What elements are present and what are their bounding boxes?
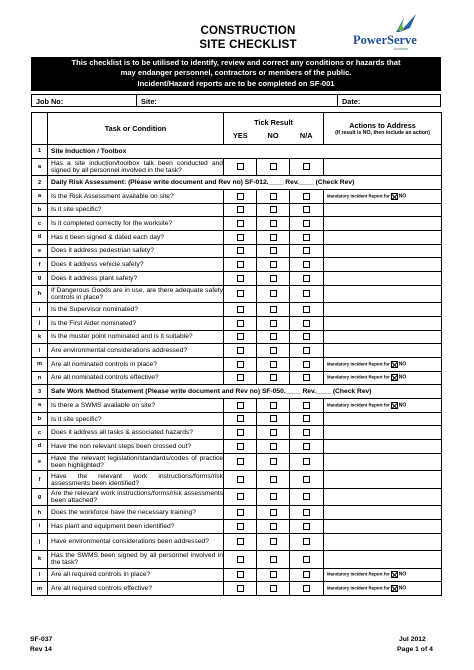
mandatory-report-label: Mandatory Incident Report for	[327, 402, 390, 408]
action-cell[interactable]	[324, 453, 442, 471]
yes-checkbox[interactable]	[237, 163, 244, 170]
checklist-row	[32, 217, 442, 231]
row-code: g	[32, 272, 48, 286]
task-text: Is it site specific?	[48, 412, 224, 426]
task-text: Has it been signed & dated each day?	[48, 230, 224, 244]
checklist-row	[32, 158, 442, 176]
na-checkbox[interactable]	[303, 361, 310, 368]
row-code: d	[32, 230, 48, 244]
action-cell[interactable]	[324, 244, 442, 258]
no-checkbox[interactable]	[270, 458, 277, 465]
yes-checkbox[interactable]	[237, 476, 244, 483]
task-text: Does it address vehicle safety?	[48, 258, 224, 272]
na-checkbox[interactable]	[303, 374, 310, 381]
yes-checkbox[interactable]	[237, 333, 244, 340]
row-code: d	[32, 440, 48, 454]
task-text: Does it address pedestrian safety?	[48, 244, 224, 258]
action-cell[interactable]	[324, 158, 442, 176]
row-code: l	[32, 344, 48, 358]
checklist-row	[32, 582, 442, 596]
row-code: j	[32, 316, 48, 330]
checklist-row	[32, 488, 442, 506]
no-checkbox[interactable]	[270, 306, 277, 313]
yes-checkbox[interactable]	[237, 206, 244, 213]
na-column-header: N/A	[299, 130, 313, 140]
na-checkbox[interactable]	[303, 556, 310, 563]
na-checkbox[interactable]	[303, 206, 310, 213]
action-cell[interactable]	[324, 303, 442, 317]
row-code: f	[32, 471, 48, 489]
row-code: a	[32, 399, 48, 413]
yes-checkbox[interactable]	[237, 320, 244, 327]
yes-checkbox[interactable]	[237, 571, 244, 578]
na-checkbox[interactable]	[303, 538, 310, 545]
na-checkbox[interactable]	[303, 247, 310, 254]
checklist-row	[32, 412, 442, 426]
task-text: Is the Supervisor nominated?	[48, 303, 224, 317]
yes-checkbox[interactable]	[237, 374, 244, 381]
na-checkbox[interactable]	[303, 571, 310, 578]
row-code: f	[32, 258, 48, 272]
logo-subtext: Australia	[394, 47, 408, 51]
site-label: Site:	[141, 97, 157, 106]
task-text: Has a site induction/toolbox talk been conducted and signed by all personnel involved in the task?	[48, 158, 224, 176]
checklist-row	[32, 330, 442, 344]
task-text: Is the First Aider nominated?	[48, 316, 224, 330]
section-title: Site Induction / Toolbox	[48, 145, 442, 159]
checklist-row	[32, 203, 442, 217]
yes-checkbox[interactable]	[237, 523, 244, 530]
checklist-row	[32, 189, 442, 203]
checked-box-icon	[391, 585, 398, 592]
na-checkbox[interactable]	[303, 261, 310, 268]
row-code: l	[32, 568, 48, 582]
checklist-row	[32, 258, 442, 272]
na-checkbox[interactable]	[303, 220, 310, 227]
task-text: If Dangerous Goods are in use, are there adequate safety controls in place?	[48, 285, 224, 303]
no-checkbox[interactable]	[270, 509, 277, 516]
task-text: Have the relevant legislation/standards/codes of practice been highlighted?	[48, 453, 224, 471]
action-cell[interactable]	[324, 189, 442, 203]
instruction-banner	[31, 57, 441, 91]
row-code: e	[32, 453, 48, 471]
action-cell[interactable]	[324, 440, 442, 454]
yes-checkbox[interactable]	[237, 458, 244, 465]
na-checkbox[interactable]	[303, 429, 310, 436]
row-code: i	[32, 303, 48, 317]
row-code: c	[32, 426, 48, 440]
checklist-row	[32, 453, 442, 471]
na-checkbox[interactable]	[303, 585, 310, 592]
actions-column-subheader: (If result is NO, then include an action)	[335, 130, 430, 136]
no-checkbox[interactable]	[270, 361, 277, 368]
checklist-row	[32, 440, 442, 454]
task-text: Have the relevant work instructions/forms/risk assessments been identified?	[48, 471, 224, 489]
row-code: n	[32, 371, 48, 385]
no-checkbox[interactable]	[270, 347, 277, 354]
task-text: Are all nominated controls effective?	[48, 371, 224, 385]
task-text: Are all nominated controls in place?	[48, 357, 224, 371]
row-code: a	[32, 189, 48, 203]
checklist-row	[32, 533, 442, 551]
mandatory-report-label: Mandatory Incident Report for	[327, 193, 390, 199]
action-cell[interactable]	[324, 506, 442, 520]
yes-checkbox[interactable]	[237, 509, 244, 516]
banner-line: This checklist is to be utilised to identify, review and correct any conditions or hazards that	[71, 58, 401, 67]
action-cell[interactable]	[324, 217, 442, 231]
task-text: Has the SWMS been signed by all personnel involved in the task?	[48, 551, 224, 569]
no-checkbox[interactable]	[270, 320, 277, 327]
action-cell[interactable]	[324, 533, 442, 551]
footer-page-number: Page 1 of 4	[397, 646, 433, 653]
na-checkbox[interactable]	[303, 320, 310, 327]
checklist-row	[32, 506, 442, 520]
section-row	[32, 176, 442, 190]
mandatory-no-label: NO	[398, 572, 407, 579]
row-code: b	[32, 412, 48, 426]
yes-checkbox[interactable]	[237, 493, 244, 500]
task-text: Does it address plant safety?	[48, 272, 224, 286]
task-text: Is the Risk Assessment available on site?	[48, 189, 224, 203]
checklist-table	[31, 112, 442, 596]
na-checkbox[interactable]	[303, 476, 310, 483]
action-cell[interactable]	[324, 488, 442, 506]
no-checkbox[interactable]	[270, 523, 277, 530]
mandatory-no-label: NO	[398, 375, 407, 382]
no-checkbox[interactable]	[270, 538, 277, 545]
no-column-header: NO	[267, 130, 279, 140]
date-label: Date:	[342, 97, 361, 106]
row-code: a	[32, 158, 48, 176]
action-cell[interactable]	[324, 285, 442, 303]
yes-checkbox[interactable]	[237, 538, 244, 545]
checklist-row	[32, 344, 442, 358]
action-cell[interactable]	[324, 316, 442, 330]
no-checkbox[interactable]	[270, 193, 277, 200]
footer-form-number: SF-037	[30, 636, 53, 643]
yes-checkbox[interactable]	[237, 275, 244, 282]
footer-revision: Rev 14	[30, 646, 52, 653]
action-cell[interactable]	[324, 426, 442, 440]
na-checkbox[interactable]	[303, 275, 310, 282]
na-checkbox[interactable]	[303, 415, 310, 422]
mandatory-no-label: NO	[398, 585, 407, 592]
row-code: j	[32, 533, 48, 551]
action-cell[interactable]	[324, 203, 442, 217]
mandatory-report-label: Mandatory Incident Report for	[327, 585, 390, 591]
task-text: Does the workforce have the necessary training?	[48, 506, 224, 520]
mandatory-no-label: NO	[398, 402, 407, 409]
na-checkbox[interactable]	[303, 290, 310, 297]
action-cell[interactable]	[324, 357, 442, 371]
no-checkbox[interactable]	[270, 585, 277, 592]
yes-checkbox[interactable]	[237, 585, 244, 592]
task-text: Are all required controls effective?	[48, 582, 224, 596]
task-text: Are all required controls in place?	[48, 568, 224, 582]
logo-text: PowerServe	[353, 33, 417, 47]
checklist-row	[32, 519, 442, 533]
actions-column-header: Actions to Address	[349, 121, 416, 130]
action-cell[interactable]	[324, 272, 442, 286]
section-row	[32, 385, 442, 399]
no-checkbox[interactable]	[270, 206, 277, 213]
yes-checkbox[interactable]	[237, 290, 244, 297]
checked-box-icon	[391, 361, 398, 368]
no-checkbox[interactable]	[270, 374, 277, 381]
section-title: Daily Risk Assessment: (Please write document and Rev no) SF-012.____ Rev.____ (Check Rev)	[48, 176, 442, 190]
task-column-header: Task or Condition	[48, 113, 224, 145]
tick-result-header: Tick Result	[254, 117, 293, 127]
no-checkbox[interactable]	[270, 415, 277, 422]
checklist-row	[32, 230, 442, 244]
row-code: m	[32, 582, 48, 596]
action-cell[interactable]	[324, 258, 442, 272]
task-text: Is it completed correctly for the worksite?	[48, 217, 224, 231]
banner-line: may endanger personnel, contractors or members of the public.	[120, 68, 352, 78]
yes-checkbox[interactable]	[237, 347, 244, 354]
task-text: Is the muster point nominated and is it suitable?	[48, 330, 224, 344]
action-cell[interactable]	[324, 330, 442, 344]
row-code: g	[32, 488, 48, 506]
row-code: m	[32, 357, 48, 371]
action-cell[interactable]	[324, 399, 442, 413]
action-cell[interactable]	[324, 582, 442, 596]
yes-checkbox[interactable]	[237, 234, 244, 241]
mandatory-report-label: Mandatory Incident Report for	[327, 361, 390, 367]
yes-checkbox[interactable]	[237, 193, 244, 200]
yes-checkbox[interactable]	[237, 220, 244, 227]
na-checkbox[interactable]	[303, 234, 310, 241]
checklist-row	[32, 316, 442, 330]
yes-checkbox[interactable]	[237, 443, 244, 450]
checked-box-icon	[391, 374, 398, 381]
row-code: k	[32, 330, 48, 344]
yes-checkbox[interactable]	[237, 556, 244, 563]
na-checkbox[interactable]	[303, 163, 310, 170]
na-checkbox[interactable]	[303, 509, 310, 516]
no-checkbox[interactable]	[270, 247, 277, 254]
na-checkbox[interactable]	[303, 347, 310, 354]
footer-date: Jul 2012	[399, 636, 426, 643]
no-checkbox[interactable]	[270, 333, 277, 340]
no-checkbox[interactable]	[270, 493, 277, 500]
checklist-row	[32, 272, 442, 286]
checklist-row	[32, 303, 442, 317]
banner-line: Incident/Hazard reports are to be completed on SF-001	[137, 78, 335, 88]
na-checkbox[interactable]	[303, 306, 310, 313]
checklist-row	[32, 426, 442, 440]
checklist-row	[32, 285, 442, 303]
row-code: 1	[32, 145, 48, 159]
yes-checkbox[interactable]	[237, 261, 244, 268]
checklist-row	[32, 568, 442, 582]
checklist-row	[32, 357, 442, 371]
row-code: k	[32, 551, 48, 569]
na-checkbox[interactable]	[303, 493, 310, 500]
action-cell[interactable]	[324, 230, 442, 244]
na-checkbox[interactable]	[303, 523, 310, 530]
table-header-row	[32, 113, 442, 145]
na-checkbox[interactable]	[303, 402, 310, 409]
na-checkbox[interactable]	[303, 458, 310, 465]
action-cell[interactable]	[324, 568, 442, 582]
no-checkbox[interactable]	[270, 220, 277, 227]
checked-box-icon	[391, 193, 398, 200]
action-cell[interactable]	[324, 471, 442, 489]
task-text: Is there a SWMS available on site?	[48, 399, 224, 413]
task-text: Has plant and equipment been identified?	[48, 519, 224, 533]
no-checkbox[interactable]	[270, 234, 277, 241]
no-checkbox[interactable]	[270, 556, 277, 563]
task-text: Are the relevant work instructions/forms/risk assessments been attached?	[48, 488, 224, 506]
checklist-row	[32, 399, 442, 413]
checked-box-icon	[391, 571, 398, 578]
checklist-row	[32, 244, 442, 258]
row-code: b	[32, 203, 48, 217]
mandatory-no-label: NO	[398, 193, 407, 200]
action-cell[interactable]	[324, 412, 442, 426]
yes-checkbox[interactable]	[237, 415, 244, 422]
no-checkbox[interactable]	[270, 402, 277, 409]
checklist-row	[32, 371, 442, 385]
task-text: Does it address all tasks & associated hazards?	[48, 426, 224, 440]
row-code: e	[32, 244, 48, 258]
task-text: Have environmental considerations been addressed?	[48, 533, 224, 551]
na-checkbox[interactable]	[303, 193, 310, 200]
section-title: Safe Work Method Statement (Please write document and Rev no) SF-050.____ Rev.____ (Check Rev)	[48, 385, 442, 399]
checked-box-icon	[391, 402, 398, 409]
yes-column-header: YES	[233, 130, 248, 140]
no-checkbox[interactable]	[270, 290, 277, 297]
mandatory-no-label: NO	[398, 361, 407, 368]
job-info-row	[31, 94, 441, 107]
checklist-row	[32, 471, 442, 489]
checklist-row	[32, 551, 442, 569]
yes-checkbox[interactable]	[237, 361, 244, 368]
task-text: Have the non relevant steps been crossed out?	[48, 440, 224, 454]
yes-checkbox[interactable]	[237, 306, 244, 313]
no-checkbox[interactable]	[270, 275, 277, 282]
no-checkbox[interactable]	[270, 261, 277, 268]
mandatory-report-label: Mandatory Incident Report for	[327, 375, 390, 381]
na-checkbox[interactable]	[303, 333, 310, 340]
row-code: 2	[32, 176, 48, 190]
action-cell[interactable]	[324, 519, 442, 533]
action-cell[interactable]	[324, 344, 442, 358]
yes-checkbox[interactable]	[237, 429, 244, 436]
task-text: Are environmental considerations addressed?	[48, 344, 224, 358]
na-checkbox[interactable]	[303, 443, 310, 450]
job-no-label: Job No:	[36, 97, 64, 106]
row-code: h	[32, 285, 48, 303]
no-checkbox[interactable]	[270, 429, 277, 436]
document-title-line1: CONSTRUCTION	[200, 25, 296, 37]
document-title-line2: SITE CHECKLIST	[199, 39, 297, 51]
yes-checkbox[interactable]	[237, 247, 244, 254]
mandatory-report-label: Mandatory Incident Report for	[327, 572, 390, 578]
row-code: h	[32, 506, 48, 520]
task-text: Is it site specific?	[48, 203, 224, 217]
row-code: 3	[32, 385, 48, 399]
no-checkbox[interactable]	[270, 571, 277, 578]
section-row	[32, 145, 442, 159]
no-checkbox[interactable]	[270, 476, 277, 483]
action-cell[interactable]	[324, 551, 442, 569]
no-checkbox[interactable]	[270, 163, 277, 170]
no-checkbox[interactable]	[270, 443, 277, 450]
action-cell[interactable]	[324, 371, 442, 385]
row-code: c	[32, 217, 48, 231]
row-code: i	[32, 519, 48, 533]
yes-checkbox[interactable]	[237, 402, 244, 409]
